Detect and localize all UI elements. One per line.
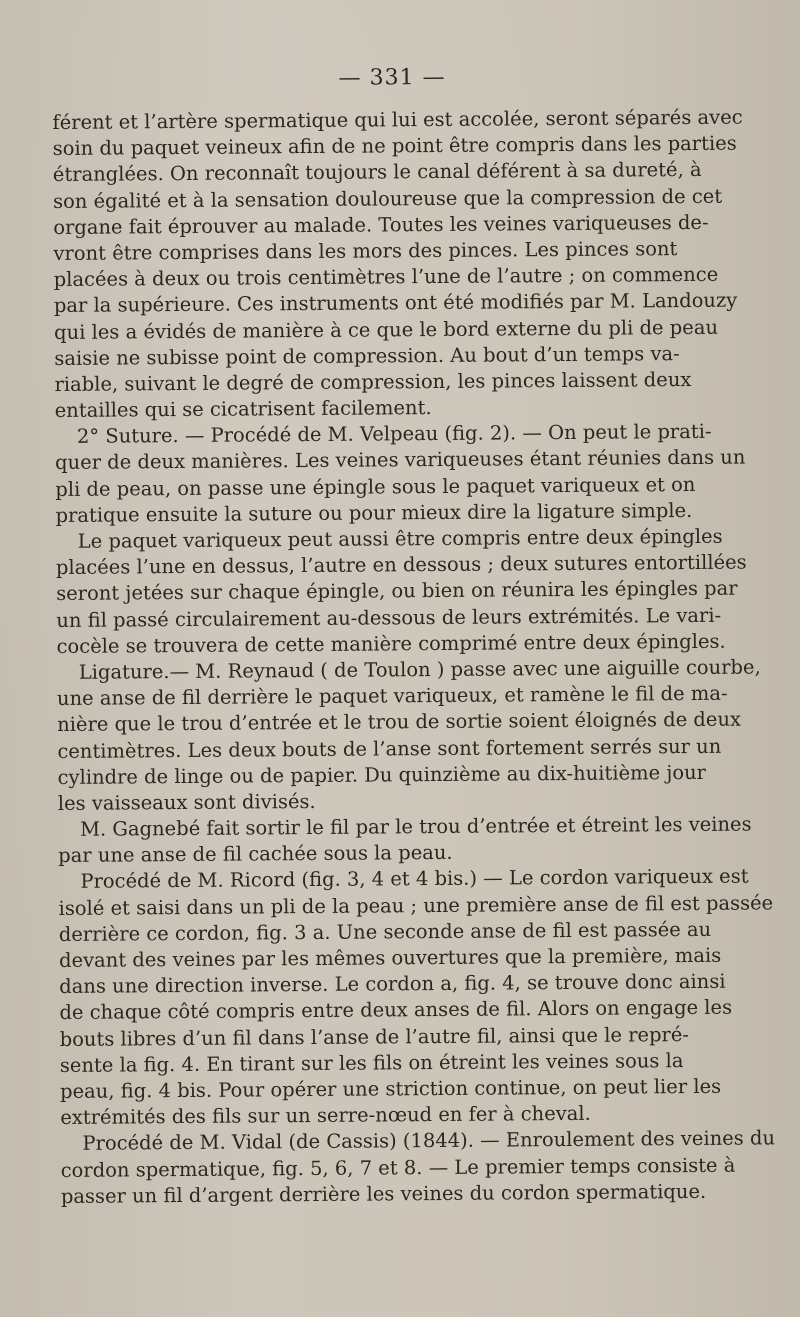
text-line: riable, suivant le degré de compression, les pinces laissent deux — [54, 367, 692, 396]
text-line: placées à deux ou trois centimètres l’une de l’autre ; on commence — [53, 262, 719, 292]
text-line: par une anse de fil cachée sous la peau. — [58, 841, 453, 868]
text-line: quer de deux manières. Les veines variqueuses étant réunies dans un — [55, 446, 746, 475]
text-line: Le paquet variqueux peut aussi être compris entre deux épingles — [77, 524, 723, 553]
text-line: un fil passé circulairement au-dessous de leurs extrémités. Le vari- — [56, 603, 722, 632]
text-line: cylindre de linge ou de papier. Du quinzième au dix-huitième jour — [57, 760, 707, 789]
text-line: centimètres. Les deux bouts de l’anse sont fortement serrés sur un — [57, 734, 722, 763]
text-line: par la supérieure. Ces instruments ont été modifiés par M. Landouzy — [53, 288, 738, 318]
text-line: derrière ce cordon, fig. 3 a. Une seconde anse de fil est passée au — [58, 917, 712, 946]
text-line: organe fait éprouver au malade. Toutes les veines variqueuses de- — [53, 210, 709, 239]
text-line: son égalité et à la sensation douloureuse que la compression de cet — [52, 184, 723, 213]
page-number: — 331 — — [338, 64, 446, 91]
text-line: vront être comprises dans les mors des pinces. Les pinces sont — [53, 237, 678, 265]
text-line: les vaisseaux sont divisés. — [57, 789, 316, 815]
text-line: saisie ne subisse point de compression. Au bout d’un temps va- — [54, 341, 680, 370]
text-line: dans une direction inverse. Le cordon a, fig. 4, se trouve donc ainsi — [59, 969, 726, 999]
text-line: pli de peau, on passe une épingle sous le paquet variqueux et on — [55, 472, 696, 501]
text-line: férent et l’artère spermatique qui lui est accolée, seront séparés avec — [52, 105, 743, 134]
text-line: isolé et saisi dans un pli de la peau ; une première anse de fil est passée — [58, 890, 774, 920]
text-line: placées l’une en dessus, l’autre en dessous ; deux sutures entortillées — [55, 550, 747, 580]
text-line: bouts libres d’un fil dans l’anse de l’autre fil, ainsi que le repré- — [59, 1022, 690, 1051]
page-body — [52, 59, 776, 1210]
text-line: entailles qui se cicatrisent facilement. — [54, 396, 432, 423]
text-line: nière que le trou d’entrée et le trou de sortie soient éloignés de deux — [57, 707, 742, 737]
text-line: sente la fig. 4. En tirant sur les fils on étreint les veines sous la — [59, 1048, 684, 1077]
text-line: extrémités des fils sur un serre-nœud en fer à cheval. — [60, 1101, 591, 1130]
text-line: Ligature.— M. Reynaud ( de Toulon ) passe avec une aiguille courbe, — [78, 655, 761, 684]
text-line: étranglées. On reconnaît toujours le canal déférent à sa dureté, à — [52, 158, 702, 187]
text-line: qui les a évidés de manière à ce que le bord externe du pli de peau — [54, 315, 719, 344]
text-line: soin du paquet veineux afin de ne point être compris dans les parties — [52, 131, 737, 161]
text-line: seront jetées sur chaque épingle, ou bien on réunira les épingles par — [56, 577, 738, 606]
text-line: devant des veines par les mêmes ouvertures que la première, mais — [58, 943, 722, 972]
text-line: M. Gagnebé fait sortir le fil par le trou d’entrée et étreint les veines — [79, 812, 752, 841]
text-line: peau, fig. 4 bis. Pour opérer une striction continue, on peut lier les — [59, 1074, 722, 1103]
text-line: Procédé de M. Vidal (de Cassis) (1844). — Enroulement des veines du — [82, 1126, 776, 1156]
text-line: Procédé de M. Ricord (fig. 3, 4 et 4 bis.) — Le cordon variqueux est — [80, 864, 749, 894]
text-line: 2° Suture. — Procédé de M. Velpeau (fig. 2). — On peut le prati- — [76, 420, 712, 449]
text-line: passer un fil d’argent derrière les veines du cordon spermatique. — [60, 1179, 707, 1208]
text-line: cocèle se trouvera de cette manière comprimé entre deux épingles. — [56, 629, 726, 658]
text-line: cordon spermatique, fig. 5, 6, 7 et 8. — Le premier temps consiste à — [60, 1153, 736, 1182]
text-line: de chaque côté compris entre deux anses de fil. Alors on engage les — [59, 996, 733, 1025]
text-line: une anse de fil derrière le paquet variqueux, et ramène le fil de ma- — [56, 681, 728, 711]
text-line: pratique ensuite la suture ou pour mieux dire la ligature simple. — [55, 498, 693, 527]
